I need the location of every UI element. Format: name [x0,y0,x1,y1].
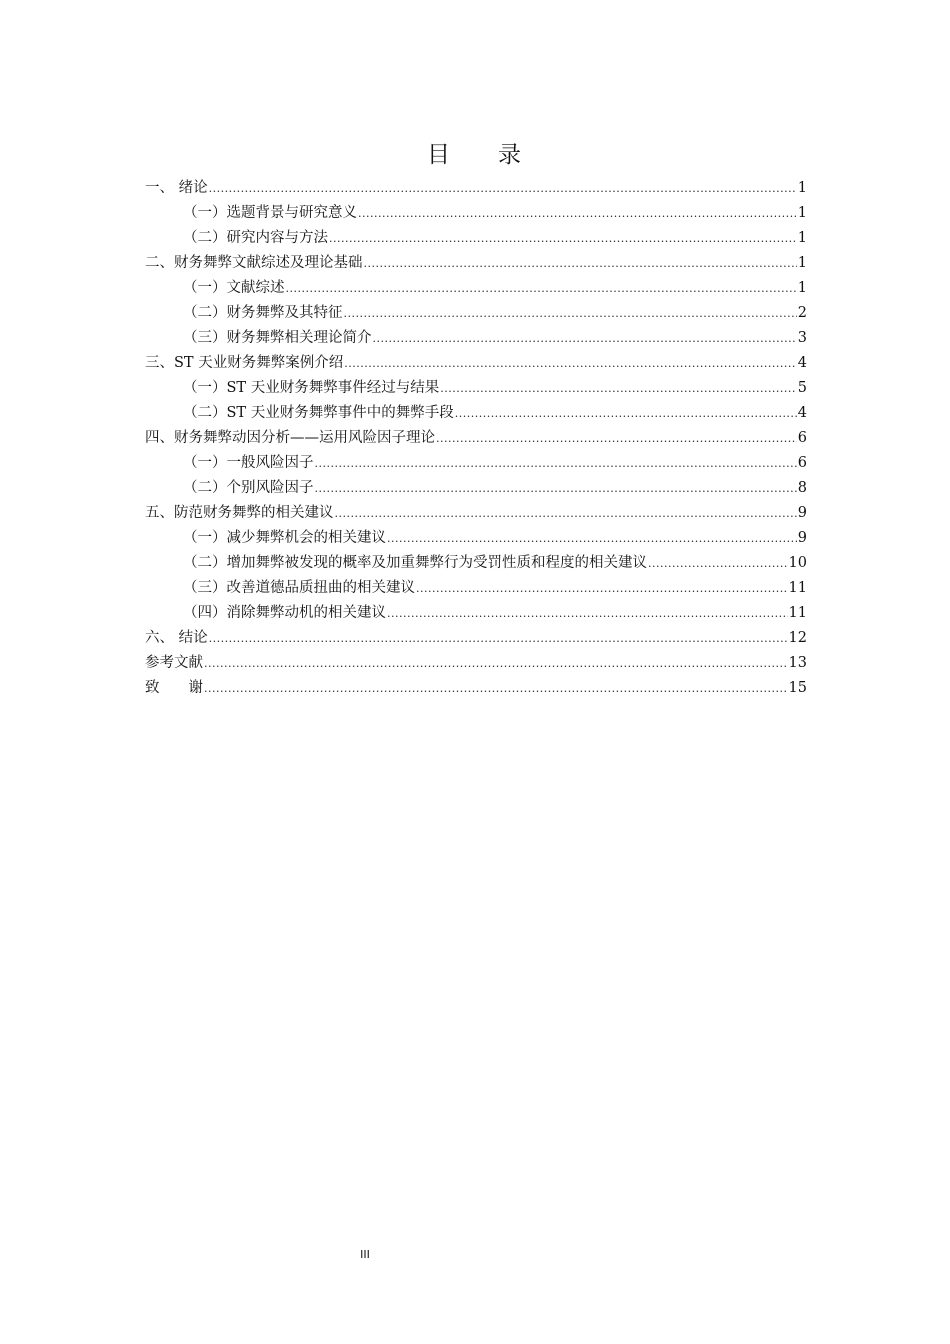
toc-entry-label: 二、财务舞弊文献综述及理论基础 [145,255,363,271]
toc-entry[interactable] [145,201,807,226]
toc-dot-leader [204,676,788,701]
toc-entry-label: （二）ST 天业财务舞弊事件中的舞弊手段 [183,405,454,421]
toc-entry-label: （三）财务舞弊相关理论简介 [183,330,372,346]
toc-entry[interactable] [145,376,807,401]
toc-entry-label: 五、防范财务舞弊的相关建议 [145,505,334,521]
toc-entry-page: 12 [788,630,807,646]
toc-entry-page: 3 [797,330,807,346]
toc-entry-page: 1 [797,180,807,196]
toc-entry[interactable] [145,326,807,351]
toc-entry-label: （二）增加舞弊被发现的概率及加重舞弊行为受罚性质和程度的相关建议 [183,555,647,571]
toc-entry-page: 4 [797,405,807,421]
toc-entry[interactable] [145,601,807,626]
toc-entry-page: 11 [788,580,807,596]
toc-entry[interactable] [145,626,807,651]
toc-entry-label: 一、 绪论 [145,180,208,196]
toc-dot-leader [209,176,797,201]
toc-entry-label: （一）一般风险因子 [183,455,314,471]
toc-entry-label: （二）研究内容与方法 [183,230,328,246]
page-title-part-2: 录 [498,142,523,168]
toc-entry-label: （一）选题背景与研究意义 [183,205,357,221]
toc-entry[interactable] [145,226,807,251]
toc-entry[interactable] [145,401,807,426]
toc-dot-leader [436,426,797,451]
toc-entry-page: 6 [797,430,807,446]
toc-dot-leader [648,551,788,576]
toc-dot-leader [387,601,788,626]
toc-entry[interactable] [145,501,807,526]
toc-entry-page: 2 [797,305,807,321]
toc-entry-label: 致 谢 [145,680,203,696]
toc-entry-label: 四、财务舞弊动因分析——运用风险因子理论 [145,430,435,446]
toc-entry[interactable] [145,301,807,326]
toc-entry[interactable] [145,176,807,201]
toc-dot-leader [315,451,797,476]
toc-entry[interactable] [145,576,807,601]
toc-entry[interactable] [145,651,807,676]
toc-entry-label: （一）ST 天业财务舞弊事件经过与结果 [183,380,440,396]
toc-entry-page: 1 [797,205,807,221]
toc-entry-page: 8 [797,480,807,496]
toc-entry-page: 1 [797,230,807,246]
toc-dot-leader [416,576,788,601]
toc-entry[interactable] [145,426,807,451]
toc-entry[interactable] [145,451,807,476]
toc-dot-leader [344,351,797,376]
toc-entry-page: 4 [797,355,807,371]
toc-dot-leader [329,226,797,251]
toc-dot-leader [364,251,797,276]
toc-dot-leader [335,501,797,526]
toc-entry-page: 13 [788,655,807,671]
toc-entry-page: 9 [797,505,807,521]
toc-dot-leader [358,201,797,226]
toc-entry-page: 10 [788,555,807,571]
toc-entry[interactable] [145,251,807,276]
toc-entry[interactable] [145,276,807,301]
toc-dot-leader [373,326,797,351]
toc-entry[interactable] [145,676,807,701]
toc-dot-leader [440,376,797,401]
toc-entry-label: 六、 结论 [145,630,208,646]
toc-entry-page: 9 [797,530,807,546]
toc-entry-label: （一）文献综述 [183,280,285,296]
toc-dot-leader [315,476,797,501]
page-title-part-1: 目 [427,142,452,168]
toc-entry-label: （一）减少舞弊机会的相关建议 [183,530,386,546]
toc-entry[interactable] [145,551,807,576]
toc-entry-page: 6 [797,455,807,471]
toc-dot-leader [204,651,788,676]
page-title [0,136,950,169]
toc-entry[interactable] [145,476,807,501]
toc-entry[interactable] [145,526,807,551]
toc-entry-label: （二）财务舞弊及其特征 [183,305,343,321]
toc-entry-label: （四）消除舞弊动机的相关建议 [183,605,386,621]
toc-entry-page: 15 [788,680,807,696]
toc-dot-leader [286,276,797,301]
toc-entry-page: 5 [797,380,807,396]
page-number: III [360,1248,370,1261]
toc-entry-page: 1 [797,255,807,271]
toc-entry[interactable] [145,351,807,376]
toc-entry-label: （三）改善道德品质扭曲的相关建议 [183,580,415,596]
toc-dot-leader [455,401,797,426]
toc-dot-leader [387,526,797,551]
toc-entry-page: 1 [797,280,807,296]
toc-entry-label: 参考文献 [145,655,203,671]
toc-dot-leader [344,301,797,326]
toc-entry-label: 三、ST 天业财务舞弊案例介绍 [145,355,344,371]
toc-entry-page: 11 [788,605,807,621]
toc-entry-label: （二）个别风险因子 [183,480,314,496]
toc-dot-leader [209,626,788,651]
table-of-contents [145,176,807,701]
